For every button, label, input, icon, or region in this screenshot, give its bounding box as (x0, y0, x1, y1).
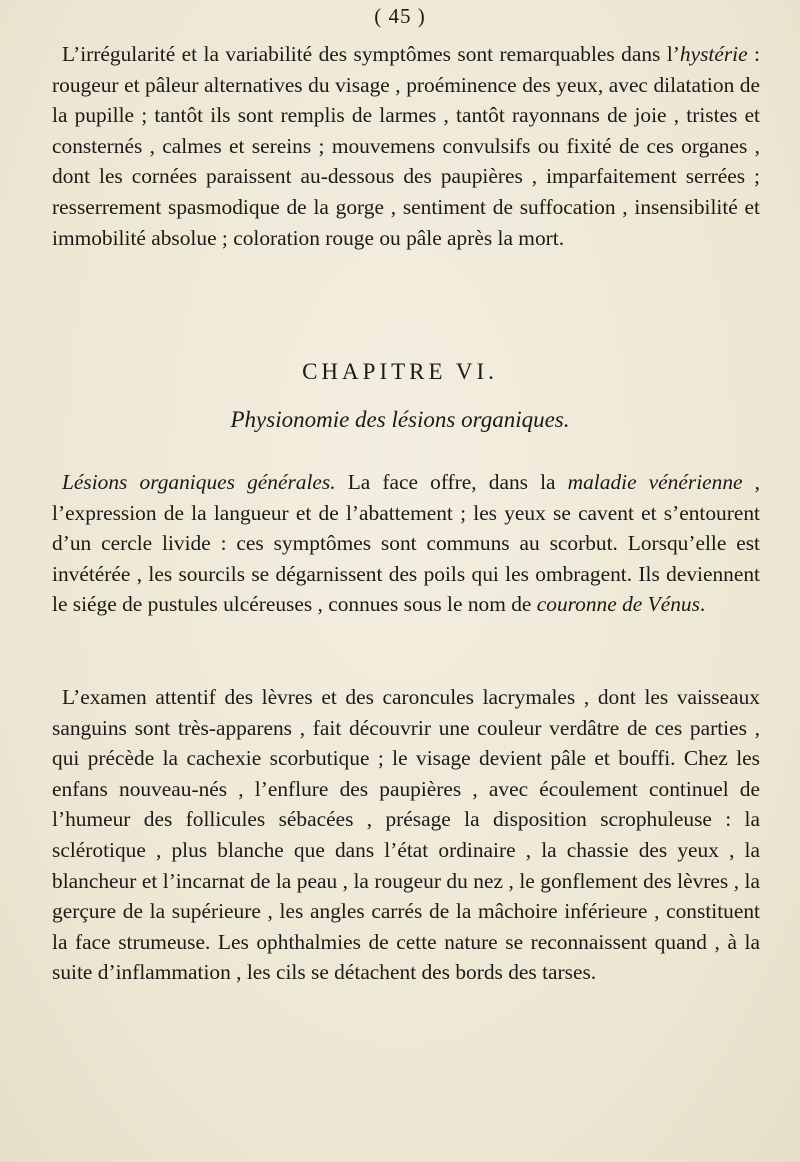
section-title: Physionomie des lésions organiques. (230, 407, 570, 432)
paragraph-examination: L’examen attentif des lèvres et des caroncules lacrymales , dont les vaisseaux sanguins sont très-apparens , fait découvrir une couleur verdâtre de ces parties , qui précède la cachexie scorbutique ; le visage devient pâle et bouffi. Chez les enfans nouveau-nés , l’enflure des paupières , avec écoulement continuel de l’humeur des follicules sébacées , présage la disposition scrophuleuse : la sclérotique , plus blanche que dans l’état ordinaire , la chassie des yeux , la blancheur et l’incarnat de la peau , la rougeur du nez , le gonflement des lèvres , la gerçure de la supérieure , les angles carrés de la mâchoire inférieure , constituent la face strumeuse. Les ophthalmies de cette nature se reconnaissent quand , à la suite d’inflammation , les cils se détachent des bords des tarses. (52, 685, 760, 985)
italic-term: hystérie (679, 42, 748, 66)
paragraph-text: , l’expression de la langueur et de l’abattement ; les yeux se cavent et s’entourent d’un cercle livide : ces symptômes sont communs au scorbut. Lorsqu’elle est invétérée , les sourcils se dégarnissent des poils qui les ombragent. Ils deviennent le siége de pustules ulcéreuses , connues sous le nom de (52, 470, 760, 617)
paragraph-text: . (699, 592, 706, 617)
paragraph-hysteria (52, 39, 760, 253)
paragraph-text: La face offre, dans la (335, 470, 568, 494)
italic-term: maladie vénérienne (567, 470, 743, 494)
paragraph-text: : rougeur et pâleur alternatives du visage , proéminence des yeux, avec dilatation de la pupille ; tantôt ils sont remplis de larmes , tantôt rayonnans de joie , tristes et consternés , calmes et sereins ; mouvemens convulsifs ou fixité de ces organes , dont les cornées paraissent au-dessous des paupières , imparfaitement serrées ; resserrement spasmodique de la gorge , sentiment de suffocation , insensibilité et immobilité absolue ; coloration rouge ou pâle après la mort. (52, 42, 760, 250)
chapter-title: CHAPITRE VI. (302, 359, 498, 384)
italic-term: couronne de Vénus (536, 592, 700, 617)
paragraph-lead: Lésions organiques générales. (62, 470, 336, 494)
page-number: ( 45 ) (374, 4, 426, 28)
paragraph-general-lesions (52, 467, 760, 620)
paragraph-text: L’irrégularité et la variabilité des symptômes sont remarquables dans l’ (62, 42, 680, 66)
